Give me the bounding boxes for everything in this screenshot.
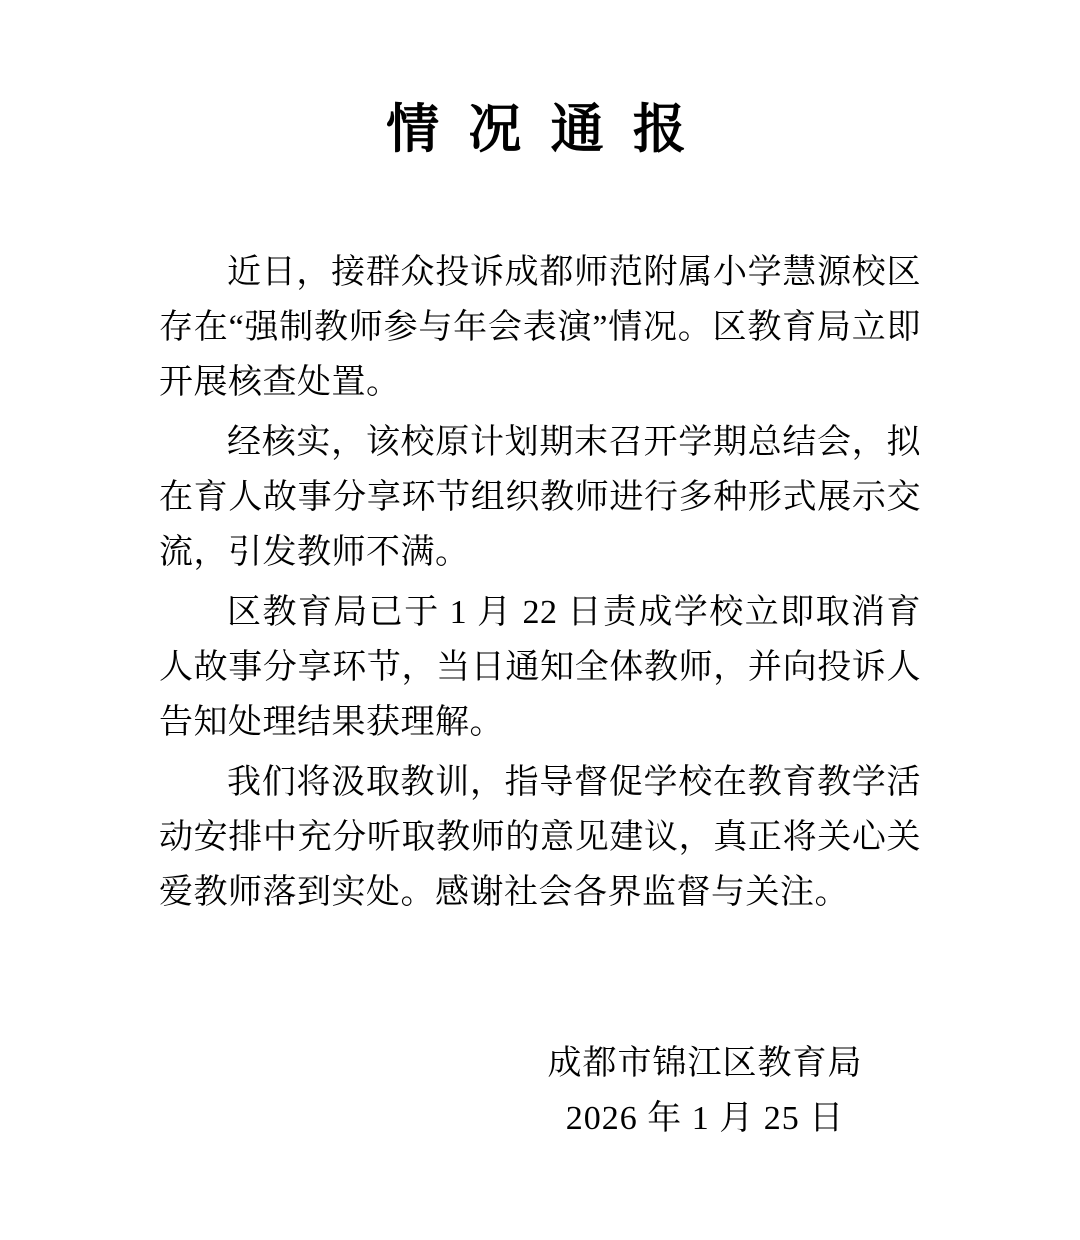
document-title: 情 况 通 报 — [386, 101, 694, 159]
paragraph-lessons-learned: 我们将汲取教训，指导督促学校在教育教学活动安排中充分听取教师的意见建议，真正将关心关爱教师落到实处。感谢社会各界监督与关注。 — [159, 764, 921, 911]
paragraph-complaint-received: 近日，接群众投诉成都师范附属小学慧源校区存在“强制教师参与年会表演”情况。区教育局立即开展核查处置。 — [159, 254, 921, 401]
closing-block — [505, 1036, 905, 1146]
issue-date: 2026 年 1 月 25 日 — [565, 1100, 845, 1137]
paragraph-verification-findings: 经核实，该校原计划期末召开学期总结会，拟在育人故事分享环节组织教师进行多种形式展示交流，引发教师不满。 — [159, 424, 921, 571]
document-body — [159, 245, 921, 920]
issuing-authority-signature: 成都市锦江区教育局 — [547, 1045, 863, 1082]
paragraph-corrective-action: 区教育局已于 1 月 22 日责成学校立即取消育人故事分享环节，当日通知全体教师，并向投诉人告知处理结果获理解。 — [159, 594, 921, 741]
